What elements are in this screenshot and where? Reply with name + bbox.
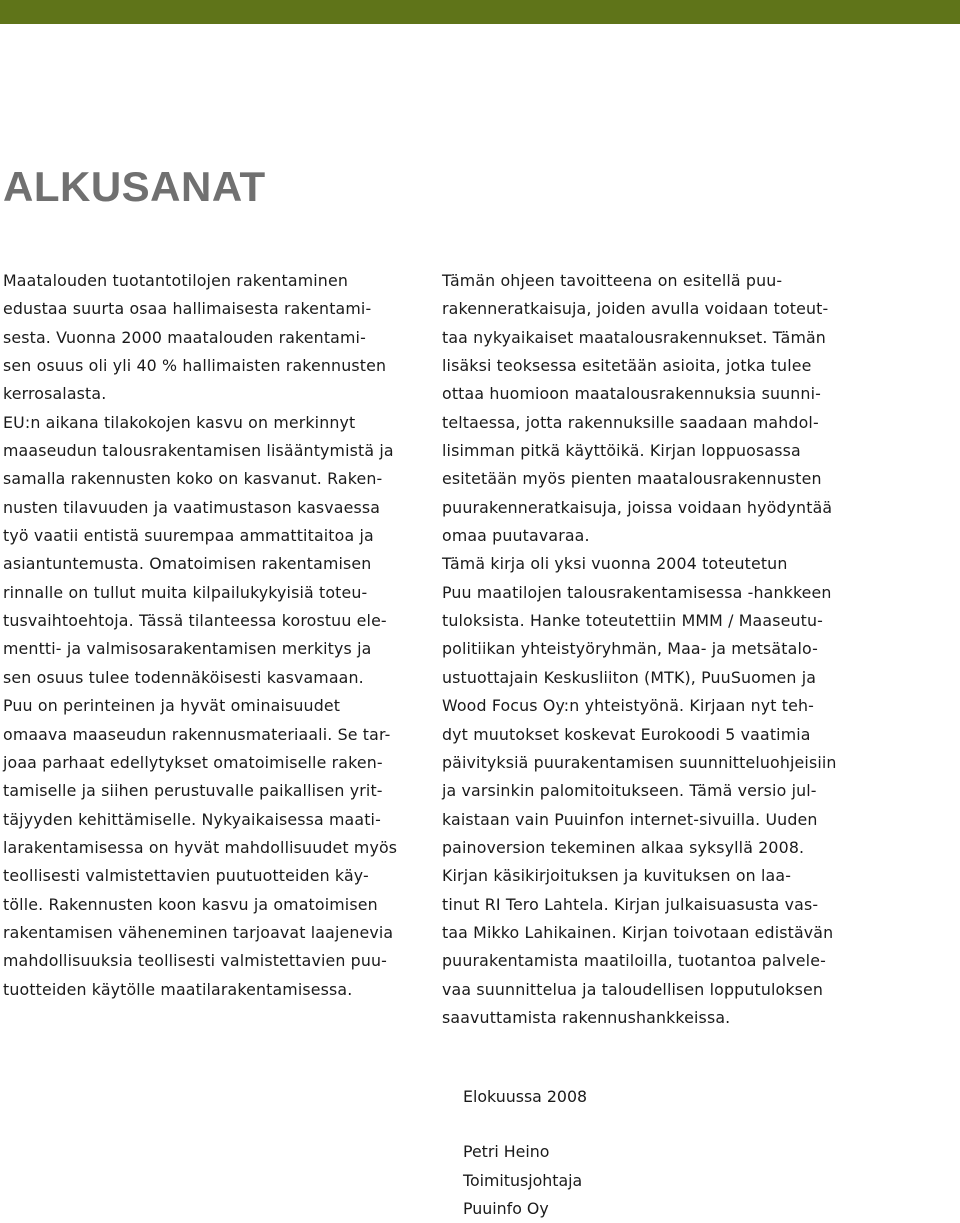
- paragraph: EU:n aikana tilakokojen kasvu on merkinnyt maaseudun talousrakentamisen lisääntymistä ja samalla rakennusten koko on kasvanut. Raken- nusten tilavuuden ja vaatimustason kasvaessa työ vaatii entistä suurempaa ammattitaitoa ja asiantuntemusta. Omatoimisen rakentamisen rinnalle on tullut muita kilpailukykyisiä toteu- tusvaihtoehtoja. Tässä tilanteessa korostuu ele- mentti- ja valmisosarakentamisen merkitys ja sen osuus tulee todennäköisesti kasvamaan.: [3, 412, 394, 687]
- right-text-column: [442, 267, 857, 1032]
- paragraph: Puu on perinteinen ja hyvät ominaisuudet omaava maaseudun rakennusmateriaali. Se tar- joaa parhaat edellytykset omatoimiselle raken- tamiselle ja siihen perustuvalle paikallisen yrit- täjyyden kehittämiselle. Nykyaikaisessa maati- larakentamisessa on hyvät mahdollisuudet myös teollisesti valmistettavien puutuotteiden käy- tölle. Rakennusten koon kasvu ja omatoimisen rakentamisen väheneminen tarjoavat laajenevia mahdollisuuksia teollisesti valmistettavien puu- tuotteiden käytölle maatilarakentamisessa.: [3, 696, 398, 999]
- page-title: ALKUSANAT: [3, 163, 266, 210]
- signature-date: Elokuussa 2008: [463, 1087, 588, 1106]
- paragraph: Maatalouden tuotantotilojen rakentaminen edustaa suurta osaa hallimaisesta rakentami- sesta. Vuonna 2000 maatalouden rakentami- sen osuus oli yli 40 % hallimaisten rakennusten kerrosalasta.: [3, 271, 387, 404]
- paragraph: Tämä kirja oli yksi vuonna 2004 toteutetun Puu maatilojen talousrakentamisessa -hankkeen tuloksista. Hanke toteutettiin MMM / Maaseutu- politiikan yhteistyöryhmän, Maa- ja metsätalo- ustuottajain Keskusliiton (MTK), PuuSuomen ja Wood Focus Oy:n yhteistyönä. Kirjaan nyt teh- dyt muutokset koskevat Eurokoodi 5 vaatimia päivityksiä puurakentamisen suunnitteluohjeisiin ja varsinkin palomitoitukseen. Tämä versio jul- kaistaan vain Puuinfon internet-sivuilla. Uuden painoversion tekeminen alkaa syksyllä 2008.: [442, 554, 837, 857]
- signature-name: Petri Heino: [463, 1142, 550, 1162]
- signature-organization: Puuinfo Oy: [463, 1199, 549, 1219]
- signature-role: Toimitusjohtaja: [463, 1170, 583, 1190]
- header-color-bar: [0, 0, 960, 24]
- paragraph: Kirjan käsikirjoituksen ja kuvituksen on laa- tinut RI Tero Lahtela. Kirjan julkaisuasusta vas- taa Mikko Lahikainen. Kirjan toivotaan edistävän puurakentamista maatiloilla, tuotantoa palvele- vaa suunnittelua ja taloudellisen lopputuloksen saavuttamista rakennushankkeissa.: [442, 866, 834, 1027]
- signature-block: [463, 1083, 587, 1223]
- paragraph: Tämän ohjeen tavoitteena on esitellä puu- rakenneratkaisuja, joiden avulla voidaan toteut- taa nykyaikaiset maatalousrakennukset. Tämän lisäksi teoksessa esitetään asioita, jotka tulee ottaa huomioon maatalousrakennuksia suunni- teltaessa, jotta rakennuksille saadaan mahdol- lisimman pitkä käyttöikä. Kirjan loppuosassa esitetään myös pienten maatalousrakennusten puurakenneratkaisuja, joissa voidaan hyödyntää omaa puutavaraa.: [442, 271, 833, 546]
- left-text-column: [3, 267, 423, 1004]
